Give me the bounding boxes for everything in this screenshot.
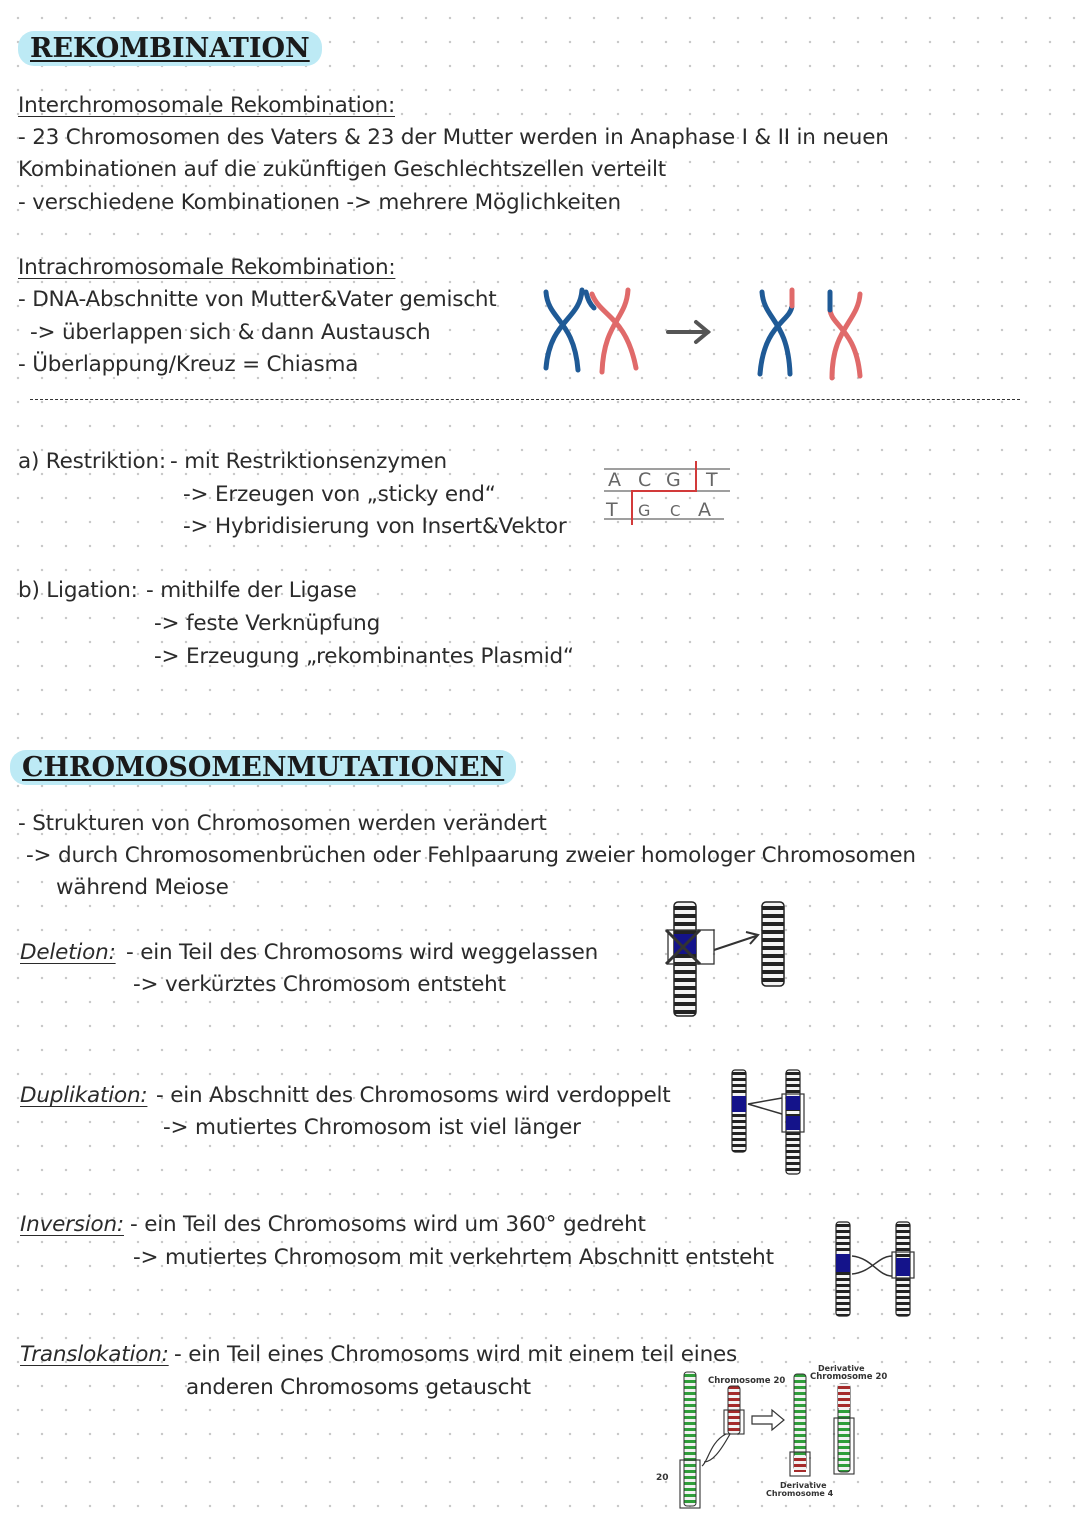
mutationen-intro-2: -> durch Chromosomenbrüchen oder Fehlpaarung zweier homologer Chromosomen <box>26 843 916 868</box>
sticky-bottom-a: A <box>698 499 711 521</box>
ligation-line-3: -> Erzeugung „rekombinantes Plasmid“ <box>154 644 574 669</box>
duplikation-label: Duplikation: <box>20 1083 148 1108</box>
deletion-line-2: -> verkürztes Chromosom entsteht <box>133 972 506 997</box>
sticky-bottom-c: C <box>670 502 681 520</box>
intra-line-3: - Überlappung/Kreuz = Chiasma <box>18 352 359 377</box>
ligation-line-1: - mithilfe der Ligase <box>146 578 357 603</box>
restriktion-line-1: - mit Restriktionsenzymen <box>170 449 447 474</box>
mutationen-intro-1: - Strukturen von Chromosomen werden verändert <box>18 811 547 836</box>
sticky-top-t: T <box>706 469 718 491</box>
sticky-bottom-g: G <box>638 501 651 520</box>
duplikation-line-1: - ein Abschnitt des Chromosoms wird verdoppelt <box>156 1083 671 1108</box>
ligation-line-2: -> feste Verknüpfung <box>154 611 381 636</box>
derivative4-label-a: Derivative <box>780 1481 827 1490</box>
restriktion-line-2: -> Erzeugen von „sticky end“ <box>183 482 496 507</box>
crossing-over-diagram <box>530 280 890 390</box>
mutationen-intro-3: während Meiose <box>56 875 229 900</box>
chromosome-number-20: 20 <box>656 1473 669 1483</box>
inter-heading: Interchromosomale Rekombination: <box>18 93 395 118</box>
derivative20-top-label: Derivative <box>818 1364 865 1373</box>
duplikation-line-2: -> mutiertes Chromosom ist viel länger <box>163 1115 581 1140</box>
inter-line-3: - verschiedene Kombinationen -> mehrere Möglichkeiten <box>18 190 621 215</box>
inter-line-1: - 23 Chromosomen des Vaters & 23 der Mutter werden in Anaphase I & II in neuen <box>18 125 889 150</box>
translokation-line-1: - ein Teil eines Chromosoms wird mit einem teil eines <box>174 1342 738 1367</box>
chromosome20-label: Chromosome 20 <box>708 1376 786 1386</box>
sticky-top-g: G <box>666 469 681 491</box>
inversion-label: Inversion: <box>20 1212 124 1237</box>
sticky-end-sketch <box>600 455 740 530</box>
duplikation-diagram <box>728 1066 818 1178</box>
restriktion-line-3: -> Hybridisierung von Insert&Vektor <box>183 514 567 539</box>
mutationen-title: CHROMOSOMENMUTATIONEN <box>10 750 516 785</box>
deletion-label: Deletion: <box>20 940 116 965</box>
sticky-top-c: C <box>638 469 652 491</box>
deletion-line-1: - ein Teil des Chromosoms wird weggelassen <box>126 940 599 965</box>
intra-line-1: - DNA-Abschnitte von Mutter&Vater gemischt <box>18 287 497 312</box>
inversion-line-2: -> mutiertes Chromosom mit verkehrtem Abschnitt entsteht <box>133 1245 774 1270</box>
sticky-top-a: A <box>608 469 621 491</box>
inversion-line-1: - ein Teil des Chromosoms wird um 360° gedreht <box>130 1212 646 1237</box>
translokation-label: Translokation: <box>20 1342 169 1367</box>
derivative4-label-b: Chromosome 4 <box>766 1489 834 1498</box>
ligation-label: b) Ligation: <box>18 578 138 603</box>
sticky-bottom-t: T <box>606 499 618 521</box>
inversion-diagram <box>832 1218 932 1322</box>
section-divider <box>30 399 1020 400</box>
derivative20-label: Chromosome 20 <box>810 1372 888 1382</box>
deletion-diagram <box>660 898 800 1020</box>
intra-heading: Intrachromosomale Rekombination: <box>18 255 396 280</box>
restriktion-label: a) Restriktion: <box>18 449 166 474</box>
rekombination-title: REKOMBINATION <box>18 31 322 66</box>
translokation-line-2: anderen Chromosoms getauscht <box>186 1375 531 1400</box>
translokation-diagram <box>650 1362 890 1512</box>
inter-line-2: Kombinationen auf die zukünftigen Geschlechtszellen verteilt <box>18 157 666 182</box>
intra-line-2: -> überlappen sich & dann Austausch <box>30 320 431 345</box>
